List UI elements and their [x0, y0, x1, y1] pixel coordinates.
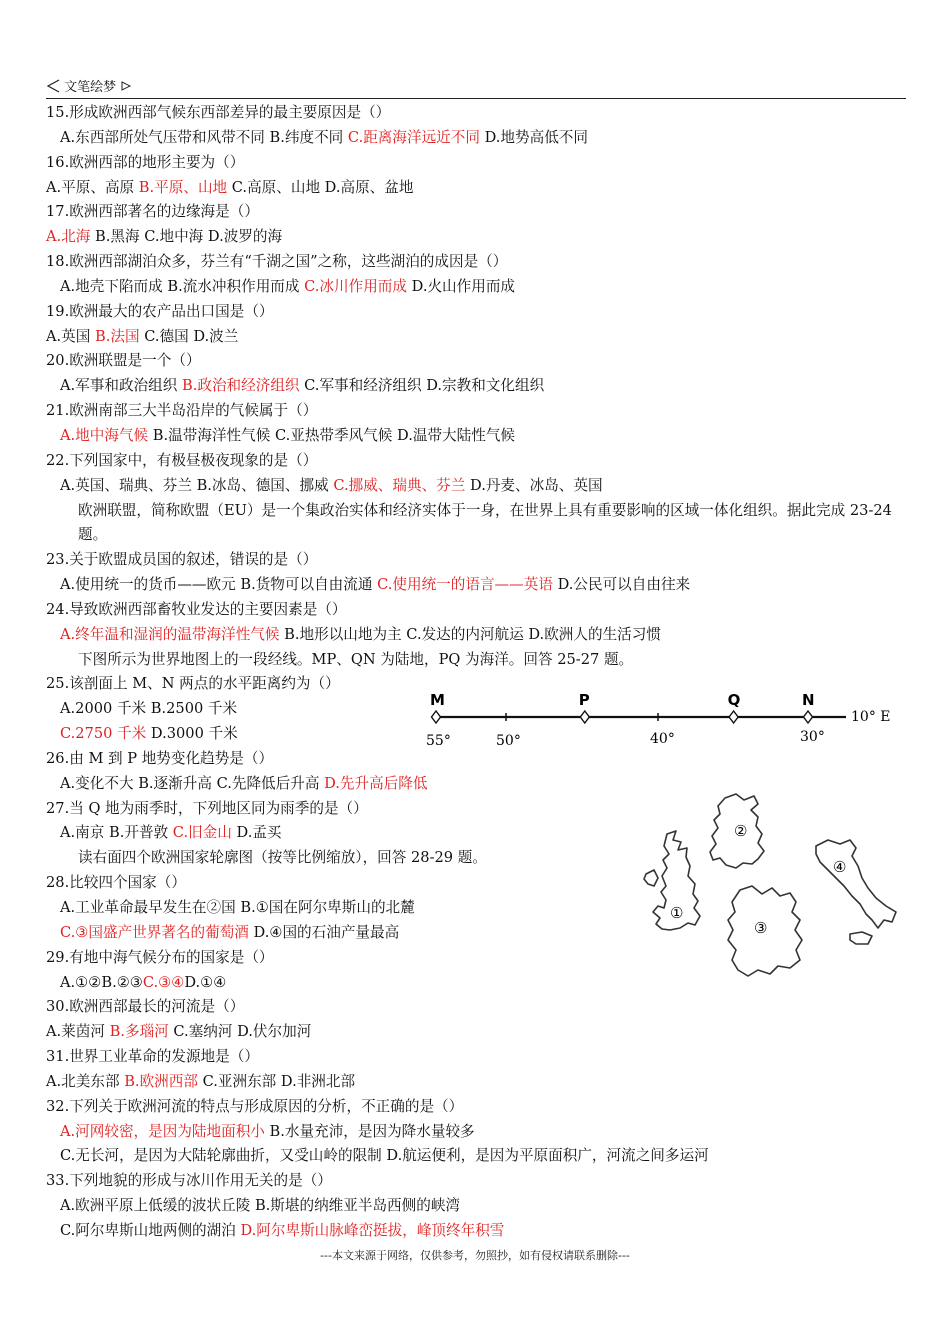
question-line: [46, 1045, 911, 1070]
line-text: 22.下列国家中，有极昼极夜现象的是（）: [46, 451, 318, 469]
answer-text: A.地中海气候: [60, 426, 149, 444]
answer-text: C.2750 千米: [60, 725, 147, 743]
country-label-3: ③: [754, 919, 768, 937]
line-text: 读右面四个欧洲国家轮廓图（按等比例缩放），回答 28-29 题。: [78, 849, 487, 867]
line-text: A.北美东部: [46, 1072, 125, 1090]
line-text: 28.比较四个国家（）: [46, 874, 186, 892]
tick-label: 30°: [800, 729, 825, 745]
question-line: [46, 1194, 911, 1219]
country-label-1: ①: [670, 904, 684, 922]
answer-text: B.政治和经济组织: [181, 377, 300, 395]
line-text: 下图所示为世界地图上的一段经线。MP、QN 为陆地，PQ 为海洋。回答 25-27 题。: [78, 650, 634, 668]
line-text: C.阿尔卑斯山地两侧的湖泊: [60, 1221, 241, 1239]
point-label-n: N: [802, 691, 815, 709]
question-line: [46, 275, 911, 300]
line-text: D.④国的石油产量最高: [248, 923, 400, 941]
page-footer: ---本文来源于网络，仅供参考，勿照抄，如有侵权请联系删除---: [320, 1249, 630, 1262]
line-text: 23.关于欧盟成员国的叙述，错误的是（）: [46, 551, 318, 569]
answer-text: C.距离海洋远近不同: [347, 128, 480, 146]
point-marker-q: [729, 711, 738, 723]
line-text: A.变化不大 B.逐渐升高 C.先降低后升高: [60, 774, 325, 792]
line-text: C.德国 D.波兰: [139, 327, 239, 345]
line-text: B.水量充沛，是因为降水量较多: [264, 1122, 475, 1140]
question-line: [46, 598, 911, 623]
line-text: A.英国、瑞典、芬兰 B.冰岛、德国、挪威: [60, 476, 334, 494]
point-marker-m: [432, 711, 441, 723]
line-text: 24.导致欧洲西部畜牧业发达的主要因素是（）: [46, 600, 347, 618]
tick-55: [426, 733, 451, 749]
line-text: A.欧洲平原上低缓的波状丘陵 B.斯堪的纳维亚半岛西侧的峡湾: [60, 1197, 461, 1215]
line-text: D.3000 千米: [146, 725, 238, 743]
question-line: [46, 374, 911, 399]
line-text: 30.欧洲西部最长的河流是（）: [46, 998, 245, 1016]
right-triangle-icon: [120, 80, 132, 92]
point-label-m: M: [430, 691, 445, 709]
line-text: 29.有地中海气候分布的国家是（）: [46, 948, 274, 966]
line-text: A.使用统一的货币——欧元 B.货物可以自由流通: [60, 576, 378, 594]
question-line: [46, 349, 911, 374]
line-text: D.公民可以自由往来: [552, 576, 691, 594]
line-text: A.东西部所处气压带和风带不同 B.纬度不同: [60, 128, 348, 146]
question-line: [46, 424, 911, 449]
point-marker-n: [804, 711, 813, 723]
point-marker-p: [580, 711, 589, 723]
countries-outline-figure: [640, 790, 902, 986]
page-header: [46, 76, 906, 99]
answer-text: B.平原、山地: [138, 178, 228, 196]
line-text: 26.由 M 到 P 地势变化趋势是（）: [46, 749, 274, 767]
line-text: D.孟买: [231, 824, 282, 842]
question-line: [46, 151, 911, 176]
question-line: [46, 573, 911, 598]
answer-text: D.先升高后降低: [324, 774, 428, 792]
line-text: D.①④: [184, 973, 227, 991]
line-text: 欧洲联盟，简称欧盟（EU）是一个集政治实体和经济实体于一身，在世界上具有重要影响的区域一体化组织。据此完成 23-24 题。: [78, 501, 892, 544]
answer-text: B.法国: [95, 327, 140, 345]
question-line: [46, 648, 911, 673]
line-text: B.黑海 C.地中海 D.波罗的海: [90, 228, 283, 246]
question-line: [46, 623, 911, 648]
line-text: D.地势高低不同: [479, 128, 588, 146]
line-text: 19.欧洲最大的农产品出口国是（）: [46, 302, 274, 320]
header-title: 文笔绘梦: [64, 80, 117, 95]
country-outline-4: [816, 840, 896, 944]
question-line: [46, 1095, 911, 1120]
left-triangle-icon: [46, 79, 60, 93]
answer-text: B.欧洲西部: [124, 1072, 198, 1090]
line-text: C.无长河，是因为大陆轮廓曲折，又受山岭的限制 D.航运便利，是因为平原面积广，河流之间多运河: [60, 1147, 709, 1165]
line-text: 32.下列关于欧洲河流的特点与形成原因的分析，不正确的是（）: [46, 1097, 464, 1115]
question-line: [46, 225, 911, 250]
country-label-4: ④: [833, 858, 847, 876]
meridian-label: 10° E: [851, 709, 891, 725]
answer-text: C.使用统一的语言——英语: [377, 576, 553, 594]
line-text: 17.欧洲西部著名的边缘海是（）: [46, 203, 259, 221]
line-text: C.军事和经济组织 D.宗教和文化组织: [299, 377, 545, 395]
question-line: [46, 1219, 911, 1244]
line-text: 20.欧洲联盟是一个（）: [46, 352, 201, 370]
country-label-2: ②: [734, 822, 748, 840]
question-line: [46, 995, 911, 1020]
question-line: [46, 474, 911, 499]
meridian-figure: [396, 685, 911, 755]
line-text: C.塞纳河 D.伏尔加河: [168, 1023, 312, 1041]
answer-text: C.旧金山: [172, 824, 232, 842]
line-text: B.地形以山地为主 C.发达的内河航运 D.欧洲人的生活习惯: [279, 625, 661, 643]
question-line: [46, 1020, 911, 1045]
question-line: [46, 200, 911, 225]
line-text: A.莱茵河: [46, 1023, 110, 1041]
tick-label: 40°: [650, 731, 675, 747]
answer-text: B.多瑙河: [109, 1023, 169, 1041]
answer-text: C.冰川作用而成: [304, 277, 407, 295]
line-text: A.军事和政治组织: [60, 377, 182, 395]
line-text: A.平原、高原: [46, 178, 139, 196]
question-line: [46, 1070, 911, 1095]
question-line: [46, 250, 911, 275]
answer-text: C.③④: [142, 973, 185, 991]
line-text: A.地壳下陷而成 B.流水冲积作用而成: [60, 277, 305, 295]
question-line: [46, 325, 911, 350]
question-line: [46, 1144, 911, 1169]
point-label-q: Q: [727, 691, 741, 709]
answer-text: A.北海: [46, 228, 91, 246]
line-text: D.火山作用而成: [407, 277, 516, 295]
tick-label: 55°: [426, 733, 451, 749]
answer-text: A.终年温和湿润的温带海洋性气候: [60, 625, 280, 643]
line-text: 21.欧洲南部三大半岛沿岸的气候属于（）: [46, 402, 318, 420]
question-line: [46, 101, 911, 126]
line-text: 33.下列地貌的形成与冰川作用无关的是（）: [46, 1172, 332, 1190]
line-text: 18.欧洲西部湖泊众多，芬兰有“千湖之国”之称，这些湖泊的成因是（）: [46, 253, 508, 271]
line-text: A.南京 B.开普敦: [60, 824, 173, 842]
line-text: C.高原、山地 D.高原、盆地: [227, 178, 414, 196]
question-line: [46, 499, 911, 549]
line-text: D.丹麦、冰岛、英国: [465, 476, 603, 494]
point-label-p: P: [578, 691, 590, 709]
line-text: 16.欧洲西部的地形主要为（）: [46, 153, 245, 171]
question-line: [46, 449, 911, 474]
line-text: C.亚洲东部 D.非洲北部: [197, 1072, 356, 1090]
question-line: [46, 1169, 911, 1194]
question-line: [46, 300, 911, 325]
answer-text: A.河网较密，是因为陆地面积小: [60, 1122, 265, 1140]
line-text: 27.当 Q 地为雨季时，下列地区同为雨季的是（）: [46, 799, 368, 817]
answer-text: C.③国盛产世界著名的葡萄酒: [60, 923, 249, 941]
line-text: B.温带海洋性气候 C.亚热带季风气候 D.温带大陆性气候: [148, 426, 516, 444]
line-text: 31.世界工业革命的发源地是（）: [46, 1048, 259, 1066]
tick-label: 50°: [496, 733, 521, 749]
answer-text: D.阿尔卑斯山脉峰峦挺拔，峰顶终年积雪: [240, 1221, 505, 1239]
question-line: [46, 126, 911, 151]
line-text: 25.该剖面上 M、N 两点的水平距离约为（）: [46, 675, 340, 693]
question-line: [46, 548, 911, 573]
line-text: A.英国: [46, 327, 96, 345]
line-text: 15.形成欧洲西部气候东西部差异的最主要原因是（）: [46, 104, 391, 121]
question-line: [46, 399, 911, 424]
line-text: A.工业革命最早发生在②国 B.①国在阿尔卑斯山的北麓: [60, 899, 415, 916]
line-text: A.2000 千米 B.2500 千米: [60, 700, 238, 718]
question-line: [46, 176, 911, 201]
line-text: A.①②B.②③: [60, 973, 143, 991]
question-list: [46, 101, 911, 1244]
question-line: [46, 1120, 911, 1145]
answer-text: C.挪威、瑞典、芬兰: [333, 476, 466, 494]
